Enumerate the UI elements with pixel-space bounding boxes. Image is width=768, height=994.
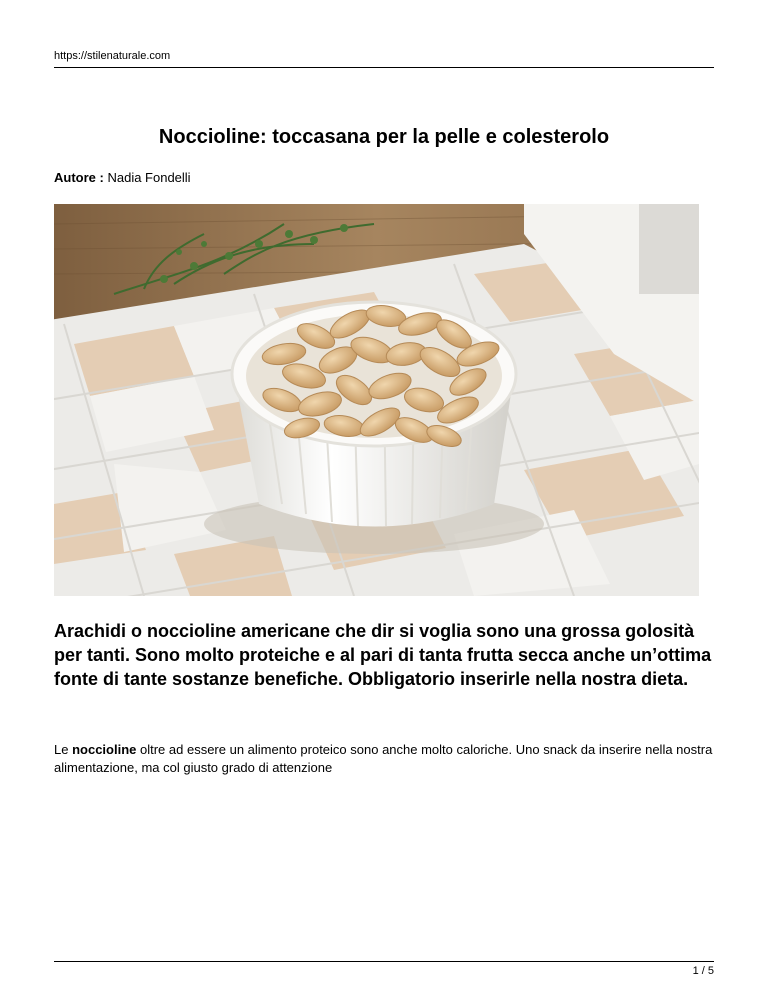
peanut-bowl-photo bbox=[54, 204, 699, 596]
body-keyword: noccioline bbox=[72, 742, 137, 757]
footer-divider bbox=[54, 961, 714, 962]
author-label: Autore : bbox=[54, 170, 104, 185]
body-prefix: Le bbox=[54, 742, 73, 757]
page-number: 1 / 5 bbox=[692, 965, 714, 977]
article-title: Noccioline: toccasana per la pelle e colesterolo bbox=[158, 126, 610, 148]
article-lead: Arachidi o noccioline americane che dir si voglia sono una grossa golosità per tanti. Sono molto proteiche e al pari di tanta frutta secca anche un’ottima fonte di tante sostanze benefiche. Obbligatorio inserirle nella nostra dieta. bbox=[54, 621, 712, 689]
header-url[interactable]: https://stilenaturale.com bbox=[54, 50, 171, 62]
author-name: Nadia Fondelli bbox=[107, 170, 191, 185]
article-body bbox=[54, 741, 714, 777]
body-rest: oltre ad essere un alimento proteico sono anche molto caloriche. Uno snack da inserire nella nostra alimentazione, ma col giusto grado di attenzione bbox=[54, 742, 713, 775]
header-divider bbox=[54, 67, 714, 68]
author-line bbox=[54, 170, 191, 185]
